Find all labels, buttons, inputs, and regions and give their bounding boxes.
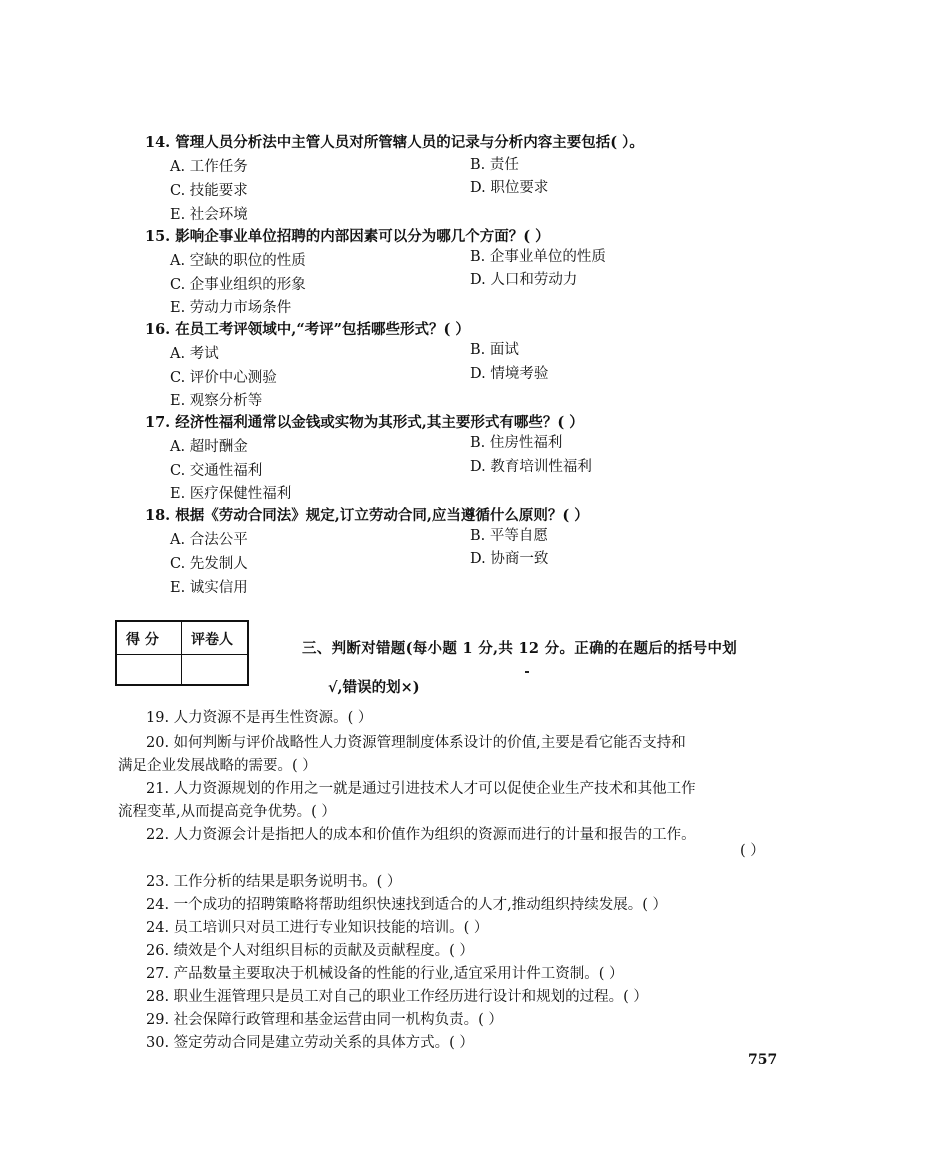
- question-17-option-a: A. 超时酬金: [170, 439, 248, 455]
- question-15-option-d: D. 人口和劳动力: [470, 272, 578, 288]
- question-22-bracket: ( ）: [740, 843, 765, 859]
- question-17-stem: 17. 经济性福利通常以金钱或实物为其形式,其主要形式有哪些？( ）: [145, 414, 584, 431]
- question-18-option-b: B. 平等自愿: [470, 528, 548, 544]
- score-table: [115, 620, 249, 686]
- question-17-option-c: C. 交通性福利: [170, 463, 263, 479]
- question-23: 23. 工作分析的结果是职务说明书。( ）: [146, 874, 402, 890]
- score-label: 得 分: [126, 632, 159, 648]
- question-17-option-b: B. 住房性福利: [470, 435, 563, 451]
- question-21-line2: 流程变革,从而提高竞争优势。( ）: [118, 804, 336, 820]
- question-17-option-e: E. 医疗保健性福利: [170, 486, 292, 502]
- question-18-stem: 18. 根据《劳动合同法》规定,订立劳动合同,应当遵循什么原则？( ）: [145, 507, 589, 524]
- question-17-option-d: D. 教育培训性福利: [470, 459, 592, 475]
- question-18-option-e: E. 诚实信用: [170, 580, 248, 596]
- question-15-option-e: E. 劳动力市场条件: [170, 300, 292, 316]
- question-16-option-e: E. 观察分析等: [170, 393, 263, 409]
- question-15-option-a: A. 空缺的职位的性质: [170, 253, 306, 269]
- question-22: 22. 人力资源会计是指把人的成本和价值作为组织的资源而进行的计量和报告的工作。: [146, 827, 696, 843]
- question-14-option-c: C. 技能要求: [170, 183, 248, 199]
- question-18-option-a: A. 合法公平: [170, 532, 248, 548]
- question-15-option-c: C. 企事业组织的形象: [170, 277, 306, 293]
- question-16-option-c: C. 评价中心测验: [170, 370, 277, 386]
- question-16-option-d: D. 情境考验: [470, 366, 549, 382]
- question-18-option-c: C. 先发制人: [170, 556, 248, 572]
- section-3-title-cont: √,错误的划×): [328, 679, 420, 696]
- question-14-option-a: A. 工作任务: [170, 159, 248, 175]
- question-15-stem: 15. 影响企事业单位招聘的内部因素可以分为哪几个方面？( ）: [145, 228, 550, 245]
- question-18-option-d: D. 协商一致: [470, 551, 549, 567]
- question-16-stem: 16. 在员工考评领域中,“考评”包括哪些形式？( ）: [145, 321, 470, 338]
- score-table-divider-v: [181, 622, 182, 684]
- question-24b: 24. 员工培训只对员工进行专业知识技能的培训。( ）: [146, 920, 489, 936]
- question-27: 27. 产品数量主要取决于机械设备的性能的行业,适宜采用计件工资制。( ）: [146, 966, 624, 982]
- scan-speck: [525, 671, 529, 673]
- question-14-option-e: E. 社会环境: [170, 207, 248, 223]
- question-14-option-d: D. 职位要求: [470, 180, 549, 196]
- question-28: 28. 职业生涯管理只是员工对自己的职业工作经历进行设计和规划的过程。( ）: [146, 989, 648, 1005]
- section-3-title: 三、判断对错题(每小题 1 分,共 12 分。正确的在题后的括号中划: [302, 640, 738, 657]
- question-30: 30. 签定劳动合同是建立劳动关系的具体方式。( ）: [146, 1035, 474, 1051]
- question-29: 29. 社会保障行政管理和基金运营由同一机构负责。( ）: [146, 1012, 503, 1028]
- question-14-option-b: B. 责任: [470, 157, 519, 173]
- question-24a: 24. 一个成功的招聘策略将帮助组织快速找到适合的人才,推动组织持续发展。( ）: [146, 897, 668, 913]
- grader-label: 评卷人: [191, 632, 233, 648]
- question-16-option-b: B. 面试: [470, 342, 519, 358]
- question-26: 26. 绩效是个人对组织目标的贡献及贡献程度。( ）: [146, 943, 474, 959]
- question-16-option-a: A. 考试: [170, 346, 219, 362]
- question-20-line2: 满足企业发展战略的需要。( ）: [118, 758, 317, 774]
- score-table-divider-h: [117, 654, 247, 655]
- question-19: 19. 人力资源不是再生性资源。( ）: [146, 710, 373, 726]
- question-21-line1: 21. 人力资源规划的作用之一就是通过引进技术人才可以促使企业生产技术和其他工作: [146, 781, 696, 797]
- question-14-stem: 14. 管理人员分析法中主管人员对所管辖人员的记录与分析内容主要包括( ）。: [145, 134, 644, 151]
- question-20-line1: 20. 如何判断与评价战略性人力资源管理制度体系设计的价值,主要是看它能否支持和: [146, 735, 686, 751]
- question-15-option-b: B. 企事业单位的性质: [470, 249, 606, 265]
- page-number: 757: [748, 1052, 778, 1068]
